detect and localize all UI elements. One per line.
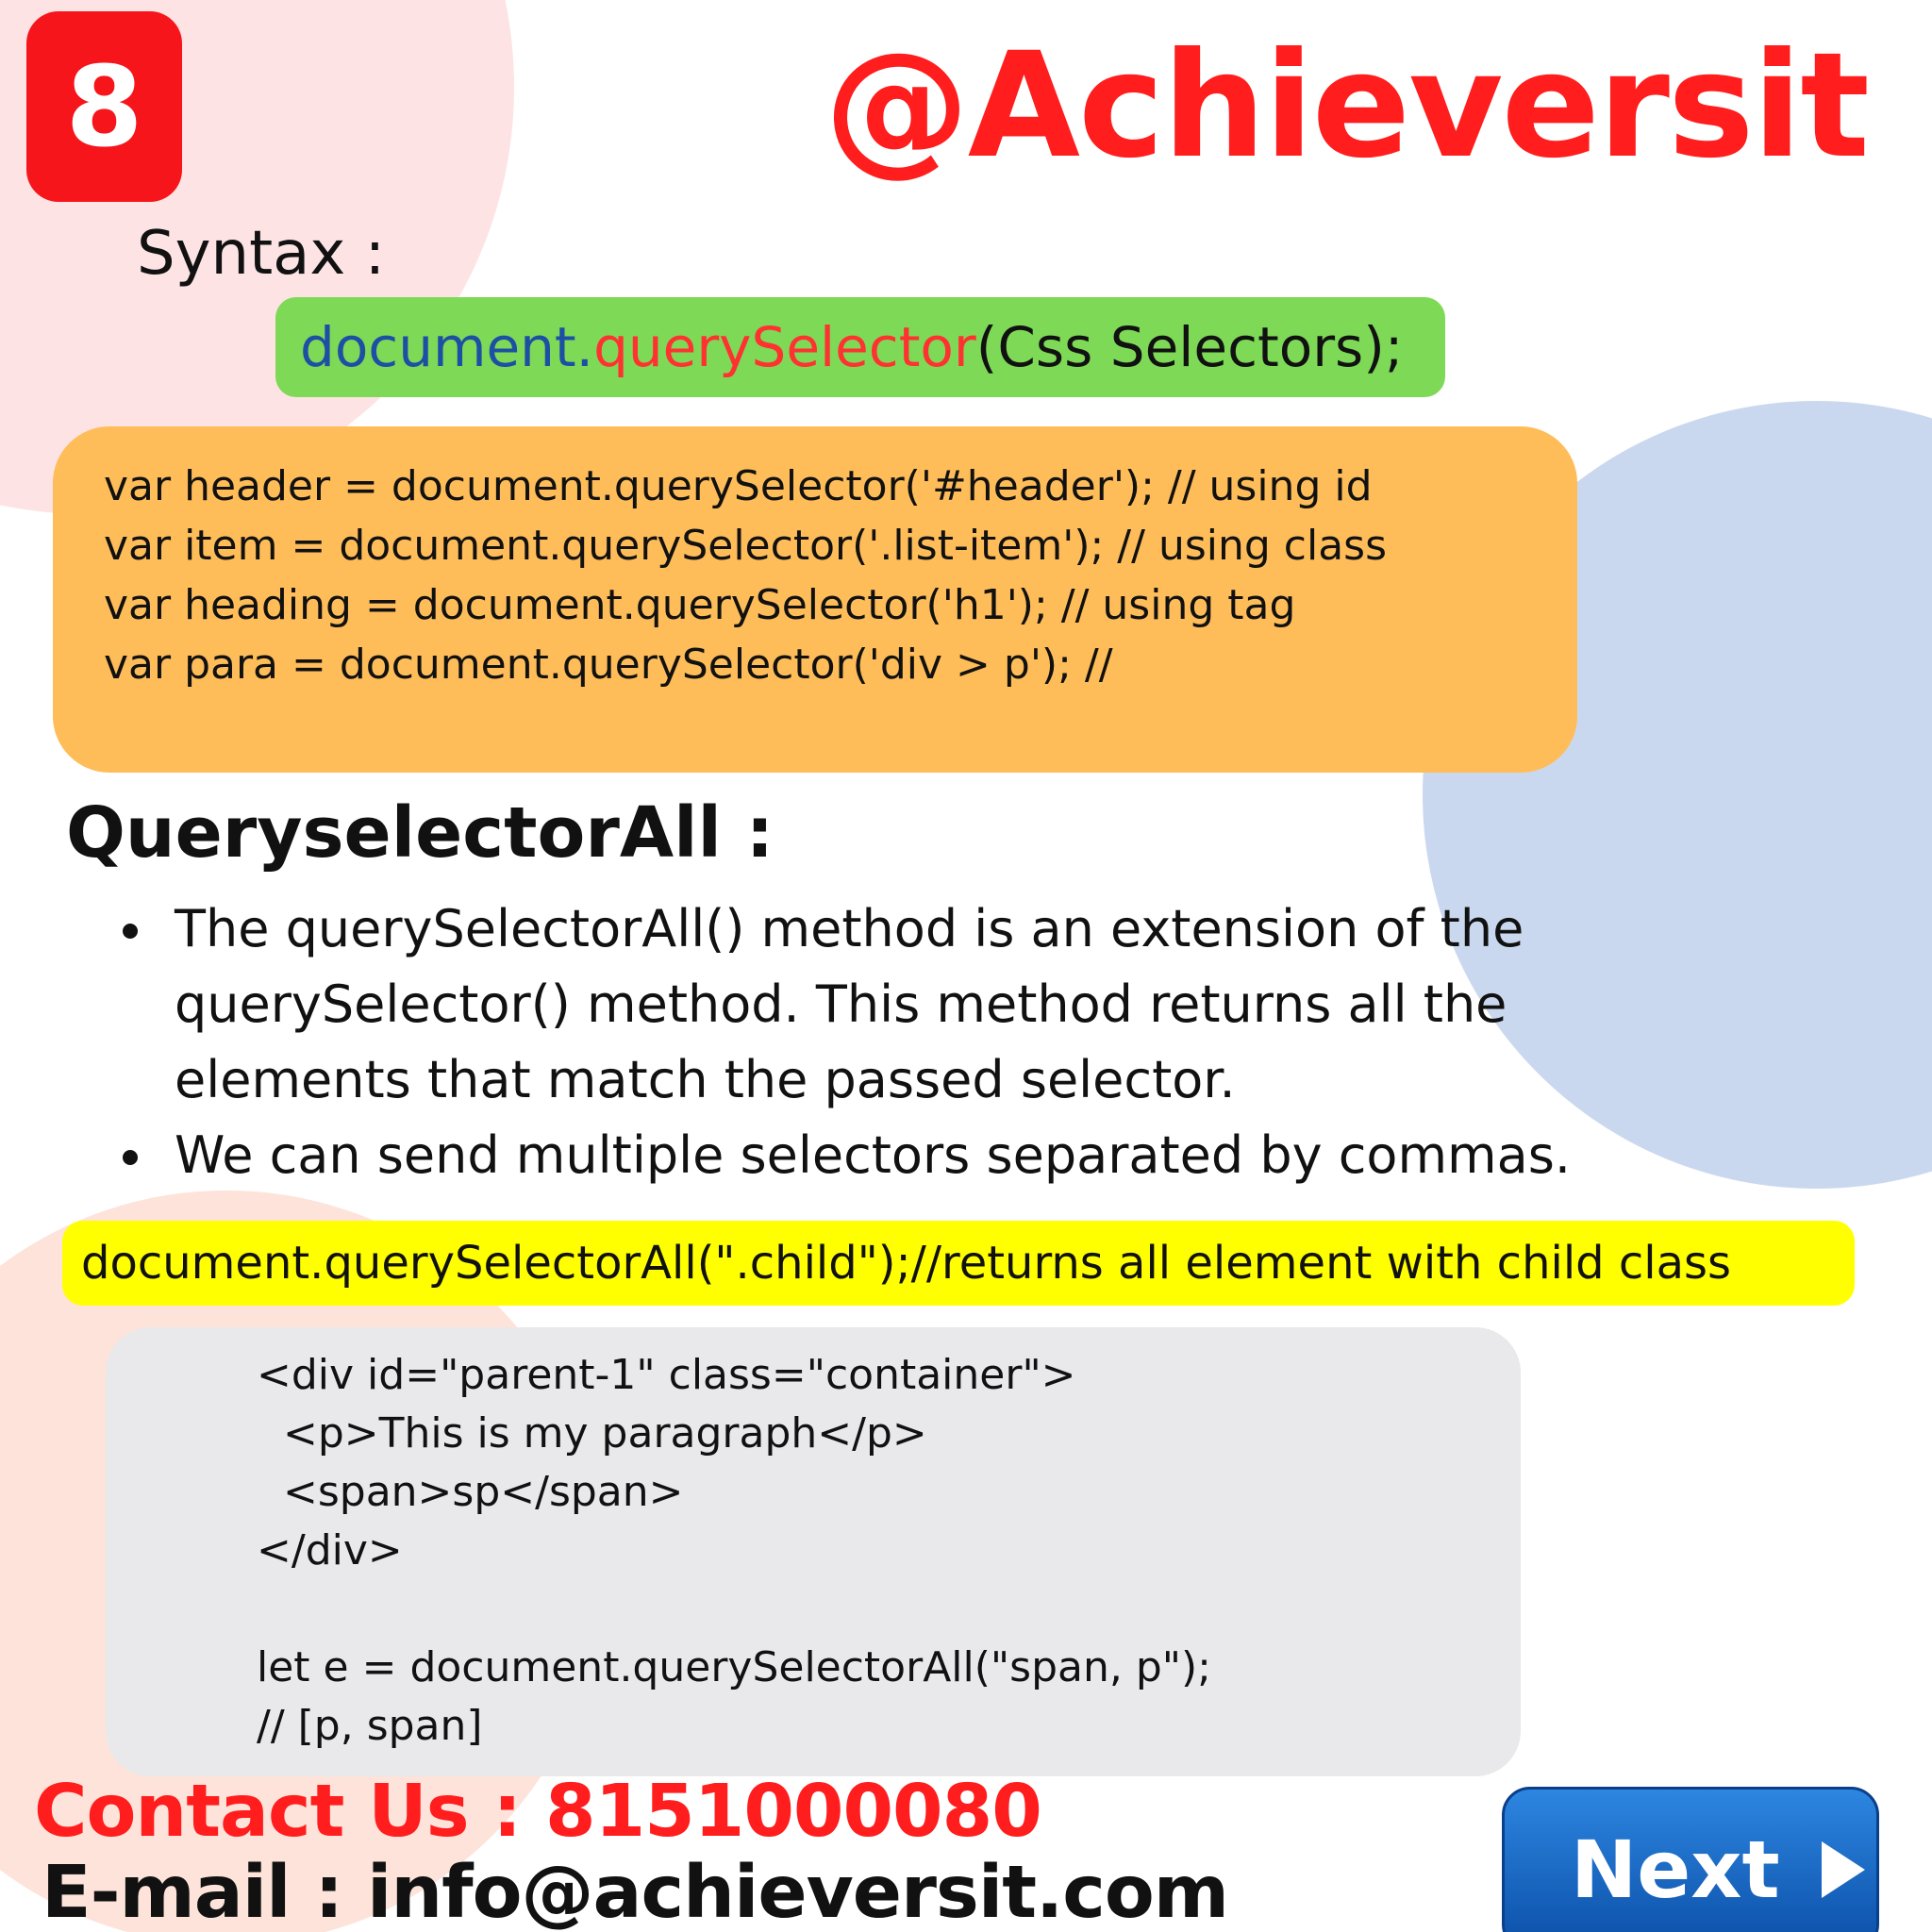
code-line	[257, 1580, 1521, 1639]
syntax-label: Syntax :	[137, 219, 386, 289]
code-line: </div>	[257, 1526, 403, 1574]
queryselector-examples-box	[53, 426, 1577, 773]
syntax-args: (Css Selectors);	[975, 315, 1404, 379]
syntax-object: document	[300, 315, 576, 379]
bullet-item: We can send multiple selectors separated by commas.	[118, 1118, 1703, 1193]
bullet-list	[118, 891, 1703, 1193]
bullet-item: The querySelectorAll() method is an extension of the querySelector() method. This method returns all the elements that match the passed selector.	[118, 891, 1703, 1118]
play-arrow-icon	[1822, 1841, 1865, 1898]
code-line: <div id="parent-1" class="container">	[257, 1351, 1076, 1399]
code-line: <p>This is my paragraph</p>	[257, 1409, 927, 1457]
code-line: <span>sp</span>	[257, 1468, 684, 1516]
code-line: // [p, span]	[257, 1702, 483, 1750]
syntax-method: querySelector	[593, 315, 976, 379]
brand-handle: @Achieversit	[824, 22, 1868, 191]
page-number-badge: 8	[26, 11, 182, 202]
example-line: var heading = document.querySelector('h1'); // using tag	[104, 581, 1296, 629]
contact-email: E-mail : info@achieversit.com	[42, 1851, 1229, 1932]
syntax-code-box	[275, 297, 1445, 397]
example-line: var item = document.querySelector('.list-item'); // using class	[104, 522, 1388, 570]
section-heading: QueryselectorAll :	[66, 792, 774, 874]
contact-phone: Contact Us : 8151000080	[34, 1770, 1041, 1854]
syntax-dot: .	[575, 315, 594, 379]
next-button[interactable]	[1502, 1787, 1879, 1932]
example-line: var para = document.querySelector('div > p'); //	[104, 641, 1113, 689]
next-label: Next	[1571, 1824, 1780, 1916]
example-line: var header = document.querySelector('#header'); // using id	[104, 462, 1373, 510]
code-line: let e = document.querySelectorAll("span, p");	[257, 1643, 1211, 1691]
html-code-example-box	[106, 1327, 1521, 1776]
queryselectorall-example: document.querySelectorAll(".child");//returns all element with child class	[62, 1221, 1855, 1306]
